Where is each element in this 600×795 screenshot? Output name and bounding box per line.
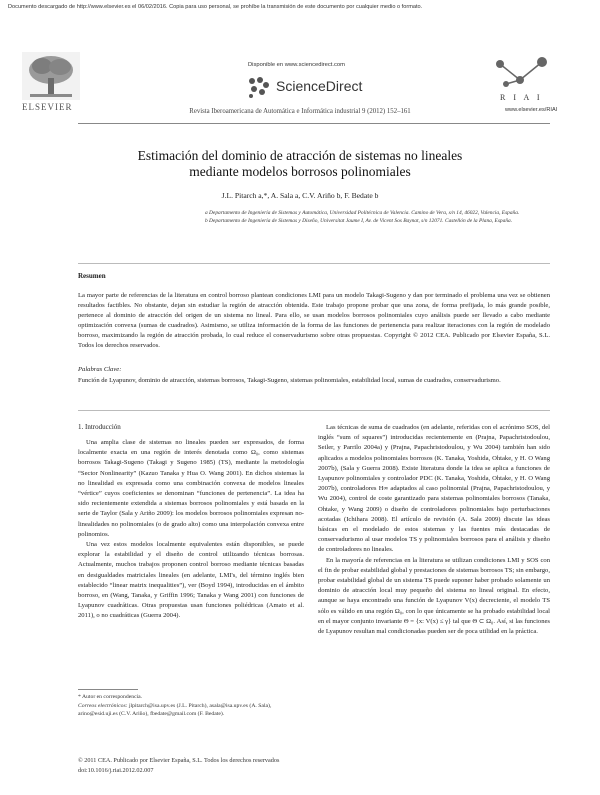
sciencedirect-name: ScienceDirect bbox=[276, 78, 363, 94]
footnote-email-list: jlpitarch@isa.upv.es (J.L. Pitarch), asala@isa.upv.es (A. Sala), arino@esid.uji.es (C.V. Ariño), fbedate@gmail.com (F. Bedate). bbox=[78, 702, 272, 718]
title-line-2: mediante modelos borrosos polinomiales bbox=[189, 164, 411, 179]
riai-url: www.elsevier.es/RIAI bbox=[505, 107, 558, 113]
sciencedirect-icon bbox=[246, 75, 272, 99]
footnote-corresponding: * Autor en correspondencia. bbox=[78, 694, 143, 700]
left-column bbox=[78, 438, 304, 622]
authors: J.L. Pitarch a,*, A. Sala a, C.V. Ariño b, F. Bedate b bbox=[221, 191, 379, 200]
footnote-emails-label: Correos electrónicos: bbox=[78, 702, 128, 709]
title-line-1: Estimación del dominio de atracción de sistemas no lineales bbox=[137, 148, 463, 163]
right-paragraph-1: Las técnicas de suma de cuadrados (en adelante, referidas con el acrónimo SOS, del inglés “sum of squares”) introducidas recientemente en (Prajna, Papachristodoulou, Seiler, y Parrilo 2004a) y (Prajna, Papachristodoulou, y Wu 2004) también han sido aplicados a modelos polinomiales borrosos (K. Tanaka, Yoshida, Ohtake, y H. O Wang 2007b), (Sala y Guerra 2008). Existe literatura donde la idea se aplica a funciones de Lyapunov polinomiales y controlador PDC (K. Tanaka, Yoshida, Ohtake, y H. O Wang 2007b), controladores H∞ adaptados al caso polinomial (Prajna, Papachristodoulou, y Wu 2004), control de coste garantizado para sistemas polinomiales borrosos (Tanaka, Ohtake, y Wang 2009) o diseño de controladores polinomiales bajo perturbaciones acotadas (Ichihara 2008). El artículo de revisión (A. Sala 2009) discute las ideas básicas en el modelado de estos sistemas y las fuentes más destacadas de conservadurismo al usar modelos TS y polinomiales borrosos para el análisis y diseño de controladores no lineales. bbox=[318, 424, 550, 554]
affiliation-b: b Departamento de Ingeniería de Sistemas y Diseño, Universitat Jaume I, Av. de Vicent Sos Baynat, s/n 12071. Castellón de la Plana, España. bbox=[205, 218, 513, 224]
publisher-name: ELSEVIER bbox=[22, 102, 73, 112]
header-rule bbox=[78, 123, 550, 124]
riai-name: R I A I bbox=[500, 93, 543, 102]
elsevier-tree-logo bbox=[22, 52, 80, 100]
left-paragraph-2: Una vez estos modelos localmente equivalentes están disponibles, se puede explorar la estabilidad y el diseño de control utilizando técnicas borrosas. Actualmente, muchos trabajos proponen control borroso mediante técnicas basadas en desigualdades matriciales lineales (en adelante, LMI's, del término inglés bien establecido “linear matrix inequalities”), ver (Boyd 1994), introducidas en el ámbito borroso, en (Wang, Tanaka, y Griffin 1996; Tanaka y Wang 2001) con funciones de Lyapunov cuadráticas. Otras propuestas usan funciones poliédricas (Amato et al. 2011), o no cuadráticas (Guerra 2004). bbox=[78, 541, 304, 620]
affiliation-a: a Departamento de Ingeniería de Sistemas y Automática, Universidad Politécnica de Valencia. Camino de Vera, s/n 14, 46022, Valencia, España. bbox=[205, 210, 520, 216]
available-online: Disponible en www.sciencedirect.com bbox=[248, 62, 345, 68]
article-title bbox=[0, 148, 600, 180]
abstract-bottom-rule bbox=[78, 410, 550, 411]
section-heading-introduccion: 1. Introducción bbox=[78, 423, 121, 431]
copyright-line: © 2011 CEA. Publicado por Elsevier España, S.L. Todos los derechos reservados bbox=[78, 757, 280, 764]
keywords-heading: Palabras Clave: bbox=[78, 366, 122, 373]
keywords-text: Función de Lyapunov, dominio de atracción, sistemas borrosos, Takagi-Sugeno, sistemas polinomiales, estabilidad local, sumas de cuadrados, conservadurismo. bbox=[78, 377, 501, 384]
download-note: Documento descargado de http://www.elsevier.es el 06/02/2016. Copia para uso personal, se prohíbe la transmisión de este documento por cualquier medio o formato. bbox=[8, 4, 423, 10]
right-paragraph-2: En la mayoría de referencias en la literatura se utilizan condiciones LMI y SOS con el fin de probar estabilidad global y prestaciones de sistemas borrosos TS; sin embargo, probar estabilidad global de un sistema TS puede suponer haber probado solamente un dominio de atracción local muy pequeño del sistema no lineal original. En efecto, aunque se haya encontrado una función de Lyapunov V(x) decreciente, el modelo TS sólo es válido en una región Ω₀, con lo que únicamente se ha probado estabilidad local en el mayor conjunto invariante Θ = {x: V(x) ≤ γ} tal que Θ ⊂ Ω₀. Así, si las funciones de Lyapunov resultan mal condicionadas pueden ser de poca utilidad en la práctica. bbox=[318, 556, 550, 636]
abstract-top-rule bbox=[78, 263, 550, 264]
copyright bbox=[78, 756, 279, 775]
doi-line: doi:10.1016/j.riai.2012.02.007 bbox=[78, 766, 154, 774]
left-paragraph-1: Una amplia clase de sistemas no lineales pueden ser expresados, de forma localmente exacta en una región de interés denotada como Ω₀, como sistemas borrosos Takagi-Sugeno (Takagi y Sugeno 1985) (TS), mediante la metodología “Sector Nonlinearity” (Kazuo Tanaka y Hua O. Wang 2001). En dichos sistemas la no linealidad es expresada como una combinación convexa de modelos lineales “vértice” cuyos coeficientes se denominan “funciones de pertenencia”. La idea ha sido recientemente extendida a sistemas borrosos polinomiales y está basada en la serie de Taylor (Sala y Ariño 2009): los modelos borrosos polinomiales expresan no-linealidades no polinomiales (o de grado alto) como una interpolación convexa entre polinomios. bbox=[78, 439, 304, 538]
footnote-rule bbox=[78, 689, 138, 690]
footnotes bbox=[78, 693, 304, 719]
right-column bbox=[318, 423, 550, 637]
abstract-text: La mayor parte de referencias de la literatura en control borroso plantean condiciones LMI para un modelo Takagi-Sugeno y dan por terminado el problema una vez se obtienen resultados factibles. No obstante, dejan sin estudiar la región de atracción obtenida. Este trabajo propone probar que una zona, de forma prefijada, lo más grande posible, pertenece al dominio de atracción del origen de un sistema no lineal. Para ello, se usan modelos borrosos polinomiales cuyo análisis puede ser llevado a cabo mediante optimización convexa (sumas de cuadrados). Asimismo, se utiliza información de la forma de las funciones de pertenencia para realizar iteraciones con la región de modelado borroso, maximizando la región de atracción probada, lo cual reduce el conservadurismo sobre otras propuestas. Copyright © 2012 CEA. Publicado por Elsevier España, S.L. Todos los derechos reservados. bbox=[78, 292, 550, 349]
journal-citation: Revista Iberoamericana de Automática e Informática industrial 9 (2012) 152–161 bbox=[189, 108, 411, 115]
footnote-emails bbox=[78, 702, 304, 719]
resumen-heading: Resumen bbox=[78, 272, 106, 280]
riai-logo bbox=[490, 52, 552, 92]
